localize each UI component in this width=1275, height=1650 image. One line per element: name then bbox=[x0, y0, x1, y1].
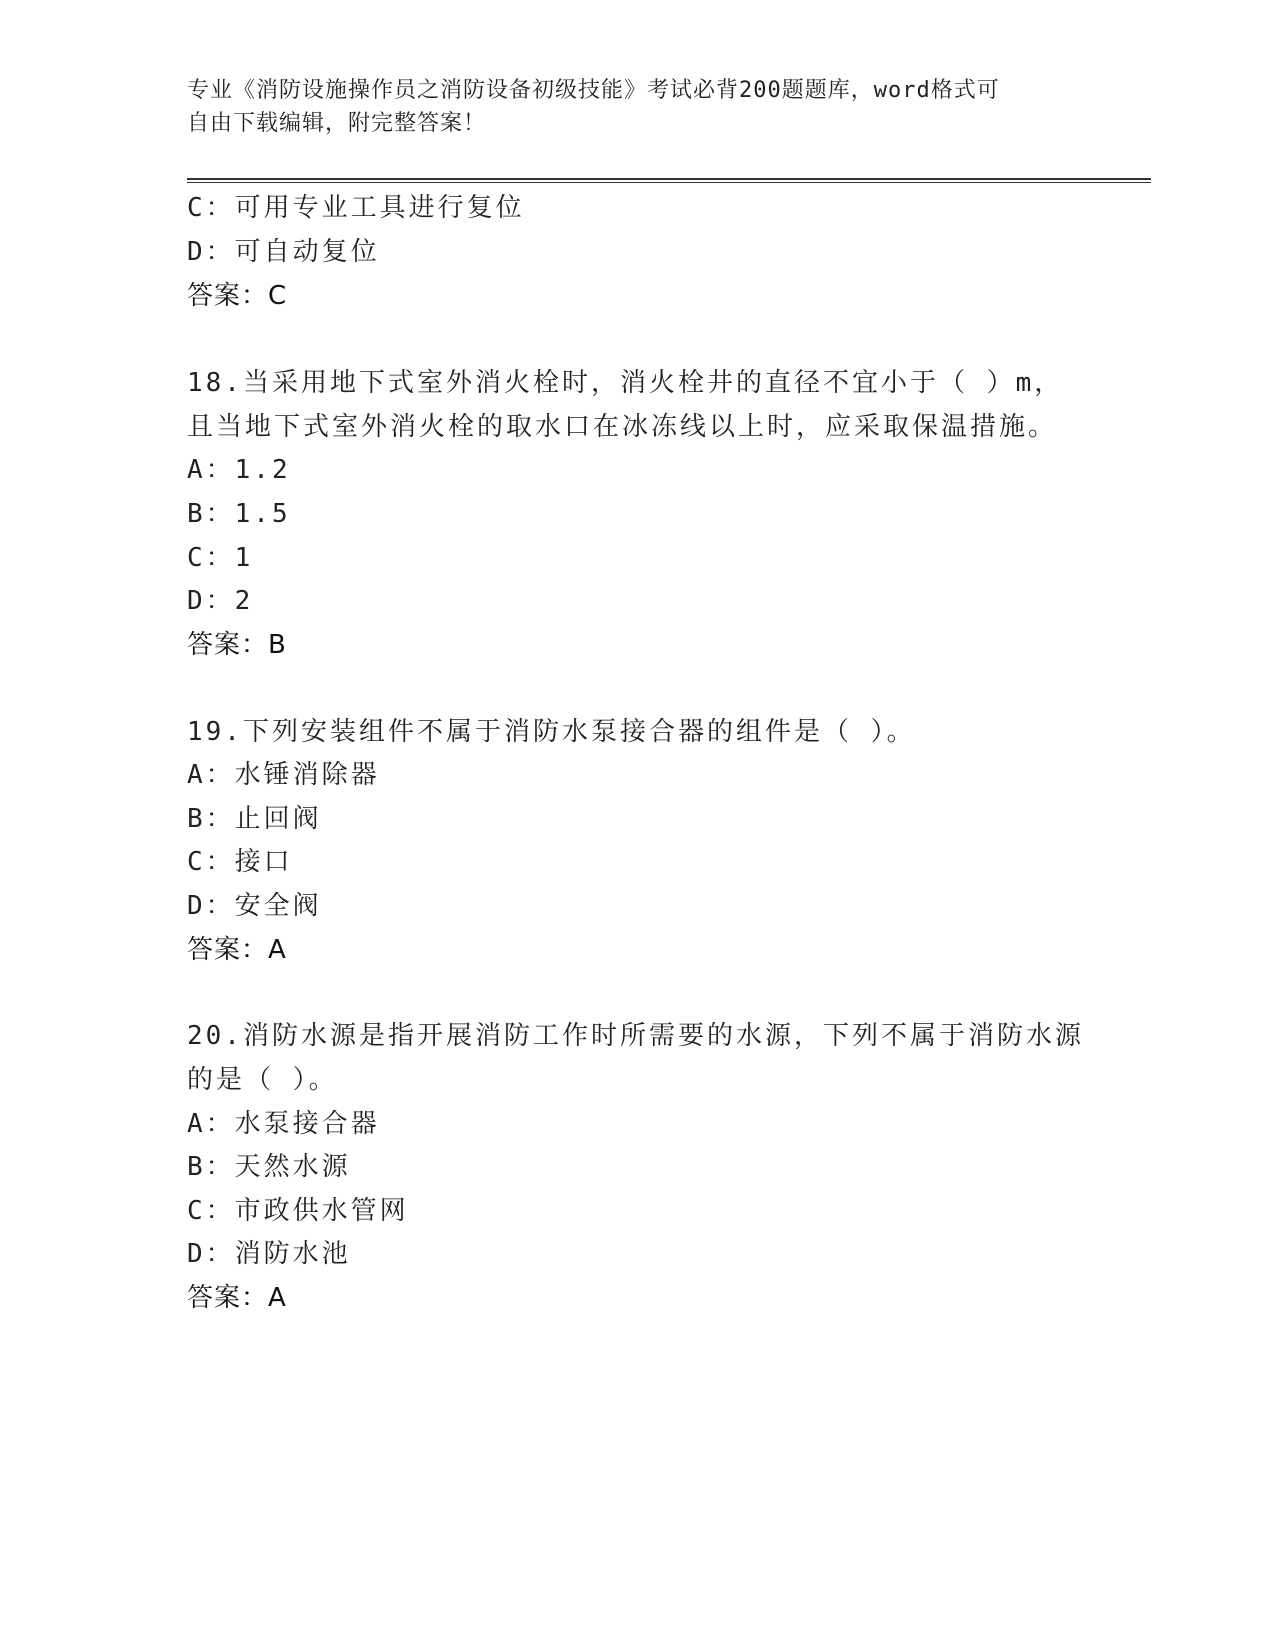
q19-option-c: C：接口 bbox=[187, 847, 293, 877]
q19-option-b: B：止回阀 bbox=[187, 804, 322, 834]
page-header bbox=[187, 74, 1087, 140]
q18-option-c: C：1 bbox=[187, 543, 254, 573]
q18-option-d: D：2 bbox=[187, 586, 254, 616]
q20-answer: 答案：A bbox=[187, 1283, 287, 1313]
q20-option-a: A：水泵接合器 bbox=[187, 1109, 380, 1139]
q19-answer: 答案：A bbox=[187, 935, 287, 965]
q19-option-d: D：安全阀 bbox=[187, 891, 322, 921]
q19-option-a: A：水锤消除器 bbox=[187, 760, 380, 790]
q18-option-b: B：1.5 bbox=[187, 499, 291, 529]
header-title-line-1: 专业《消防设施操作员之消防设备初级技能》考试必背200题题库，word格式可 bbox=[187, 78, 1000, 103]
prev-option-d: D：可自动复位 bbox=[187, 237, 380, 267]
q18-answer: 答案：B bbox=[187, 630, 287, 660]
header-title-line-2: 自由下载编辑，附完整答案！ bbox=[187, 111, 487, 136]
prev-answer: 答案：C bbox=[187, 281, 288, 311]
q20-option-c: C：市政供水管网 bbox=[187, 1196, 409, 1226]
q18-stem-line-1: 18.当采用地下式室外消火栓时，消火栓井的直径不宜小于（ ）m， bbox=[187, 368, 1064, 398]
prev-option-c: C：可用专业工具进行复位 bbox=[187, 193, 525, 223]
q20-option-b: B：天然水源 bbox=[187, 1152, 351, 1182]
q20-stem-line-1: 20.消防水源是指开展消防工作时所需要的水源，下列不属于消防水源 bbox=[187, 1021, 1084, 1051]
header-divider bbox=[187, 178, 1151, 183]
q18-stem-line-2: 且当地下式室外消火栓的取水口在冰冻线以上时，应采取保温措施。 bbox=[187, 412, 1058, 442]
q20-option-d: D：消防水池 bbox=[187, 1239, 351, 1269]
q19-stem-line-1: 19.下列安装组件不属于消防水泵接合器的组件是（ ）。 bbox=[187, 717, 916, 747]
q20-stem-line-2: 的是（ ）。 bbox=[187, 1065, 338, 1095]
q18-option-a: A：1.2 bbox=[187, 455, 291, 485]
